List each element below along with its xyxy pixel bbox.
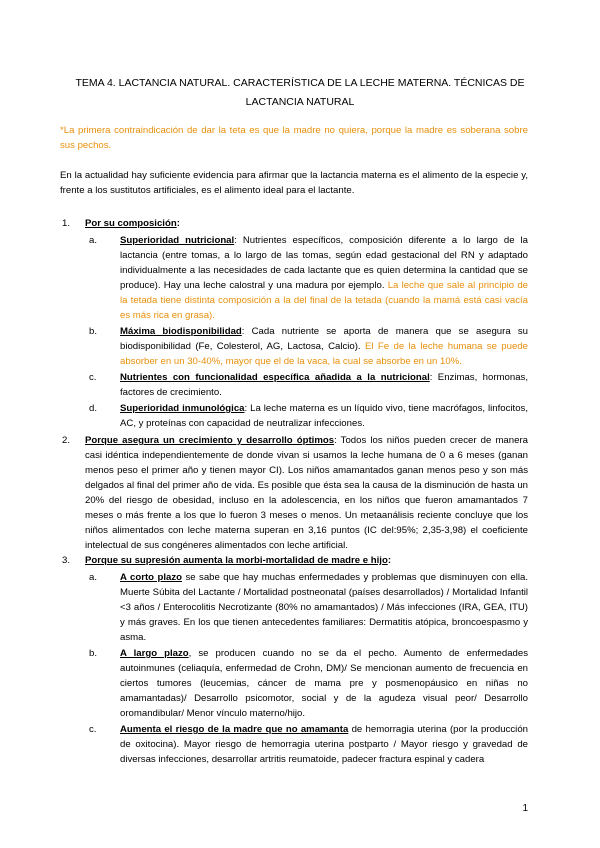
reasons-list — [60, 216, 528, 769]
sub-text: de hemorragia uterina (por la producción de oxitocina). Mayor riesgo de hemorragia uterina postparto / Mayor riesgo y gravedad de diversas infecciones, desarrollar artritis reumatoide, padecer fractura espinal y cadera — [120, 724, 528, 765]
sub-heading: A largo plazo — [120, 648, 189, 659]
page-title: TEMA 4. LACTANCIA NATURAL. CARACTERÍSTICA DE LA LECHE MATERNA. TÉCNICAS DE LACTANCIA NATURAL — [75, 77, 525, 108]
sub-letter: a. — [89, 235, 98, 246]
item-tail: : — [387, 555, 392, 566]
sub-text: : Nutrientes específicos, composición diferente a lo largo de la lactancia (entre tomas, a lo largo de las tomas, según edad gestacional del RN y adaptado individualmente a las necesidades de cada lactante que es quien determina la cantidad que se produce). Hay una leche calostral y una madura por ejemplo. — [120, 235, 528, 291]
sub-highlight: El Fe de la leche humana se puede absorber en un 30-40%, mayor que el de la vaca, la cual se absorbe en un 10%. — [120, 341, 528, 367]
sub-letter: b. — [89, 648, 98, 659]
list-item — [60, 433, 528, 553]
item-number: 2. — [62, 435, 71, 446]
item-number: 3. — [62, 555, 71, 566]
sub-text: : Enzimas, hormonas, factores de crecimiento. — [120, 372, 528, 398]
sub-heading: A corto plazo — [120, 572, 182, 583]
intro-paragraph: En la actualidad hay suficiente evidencia para afirmar que la lactancia materna es el alimento de la especie y, frente a los sustitutos artificiales, es el alimento ideal para el lactante. — [60, 170, 528, 196]
sub-highlight: La leche que sale al principio de la tetada tiene distinta composición a la del final de la tetada (cuando la mamá está casi vacía es más rica en grasa). — [120, 280, 528, 321]
page-number: 1 — [522, 803, 528, 814]
sub-item — [85, 722, 528, 767]
sub-heading: Superioridad nutricional — [120, 235, 235, 246]
sub-item — [85, 233, 528, 323]
sub-letter: d. — [89, 403, 98, 414]
sub-list — [85, 570, 528, 767]
item-tail: : — [176, 218, 180, 229]
sub-item — [85, 646, 528, 721]
item-text: : Todos los niños pueden crecer de manera casi idéntica independientemente de donde vivan si usamos la leche humana de 0 a 6 meses (ganan menos peso el primer año y tienen mayor CI). Los niños amamantados ganan menos peso y son más delgados al final del primer año de vida. Es posible que ésta sea la causa de la disminución de hasta un 20% del riesgo de obesidad, incluso en la adolescencia, en los niños que fueron amamantados 7 meses o más frente a los que lo fueron 3 meses o menos. Un metaanálisis reciente concluye que los niños alimentados con leche materna superan en 3,16 puntos (IC del:95%; 2,35-3,98) el coeficiente intelectual de sus congéneres alimentados con leche artificial. — [85, 435, 528, 551]
sub-heading: Superioridad inmunológica — [120, 403, 245, 414]
sub-item — [85, 324, 528, 369]
sub-letter: c. — [89, 724, 97, 735]
item-heading: Por su composición — [85, 218, 177, 229]
list-item — [60, 216, 528, 431]
sub-item — [85, 370, 528, 400]
item-number: 1. — [62, 218, 71, 229]
sub-list — [85, 233, 528, 431]
sub-item — [85, 401, 528, 431]
item-heading: Porque asegura un crecimiento y desarrollo óptimos — [85, 435, 335, 446]
sub-item — [85, 570, 528, 645]
list-item — [60, 553, 528, 767]
sub-letter: c. — [89, 372, 97, 383]
sub-letter: b. — [89, 326, 98, 337]
sub-heading: Aumenta el riesgo de la madre que no amamanta — [120, 724, 349, 735]
sub-text: : La leche materna es un líquido vivo, tiene macrófagos, linfocitos, AC, y proteínas con capacidad de neutralizar infecciones. — [120, 403, 528, 429]
sub-text: : Cada nutriente se aporta de manera que se asegura su biodisponibilidad (Fe, Colesterol, AG, Lactosa, Calcio). — [120, 326, 528, 352]
sub-text: se sabe que hay muchas enfermedades y problemas que disminuyen con ella. Muerte Súbita del Lactante / Mortalidad postneonatal (países desarrollados) / Mortalidad Infantil <3 años / Enterocolitis Necrotizante (80% no amamantados) / Más infecciones (IRA, GEA, ITU) y más graves. En los que tienen antecedentes familiares: Dermatitis atópica, broncoespasmo y asma. — [120, 572, 529, 643]
sub-text: , se producen cuando no se da el pecho. Aumento de enfermedades autoinmunes (celiaquía, enfermedad de Crohn, DM)/ Se mencionan aumento de frecuencia en ciertos tumores (leucemias, cáncer de mama pre y posmenopáusico en niñas no amamantadas)/ Desarrollo psicomotor, social y de la agudeza visual peor/ Desarrollo oromandibular/ Menor vínculo materno/hijo. — [120, 648, 528, 719]
sub-heading: Máxima biodisponibilidad — [120, 326, 242, 337]
item-heading: Porque su supresión aumenta la morbi-mortalidad de madre e hijo — [85, 555, 388, 566]
sub-heading: Nutrientes con funcionalidad específica añadida a la nutricional — [120, 372, 430, 383]
sub-letter: a. — [89, 572, 98, 583]
contraindication-note: *La primera contraindicación de dar la teta es que la madre no quiera, porque la madre es soberana sobre sus pechos. — [60, 125, 528, 151]
